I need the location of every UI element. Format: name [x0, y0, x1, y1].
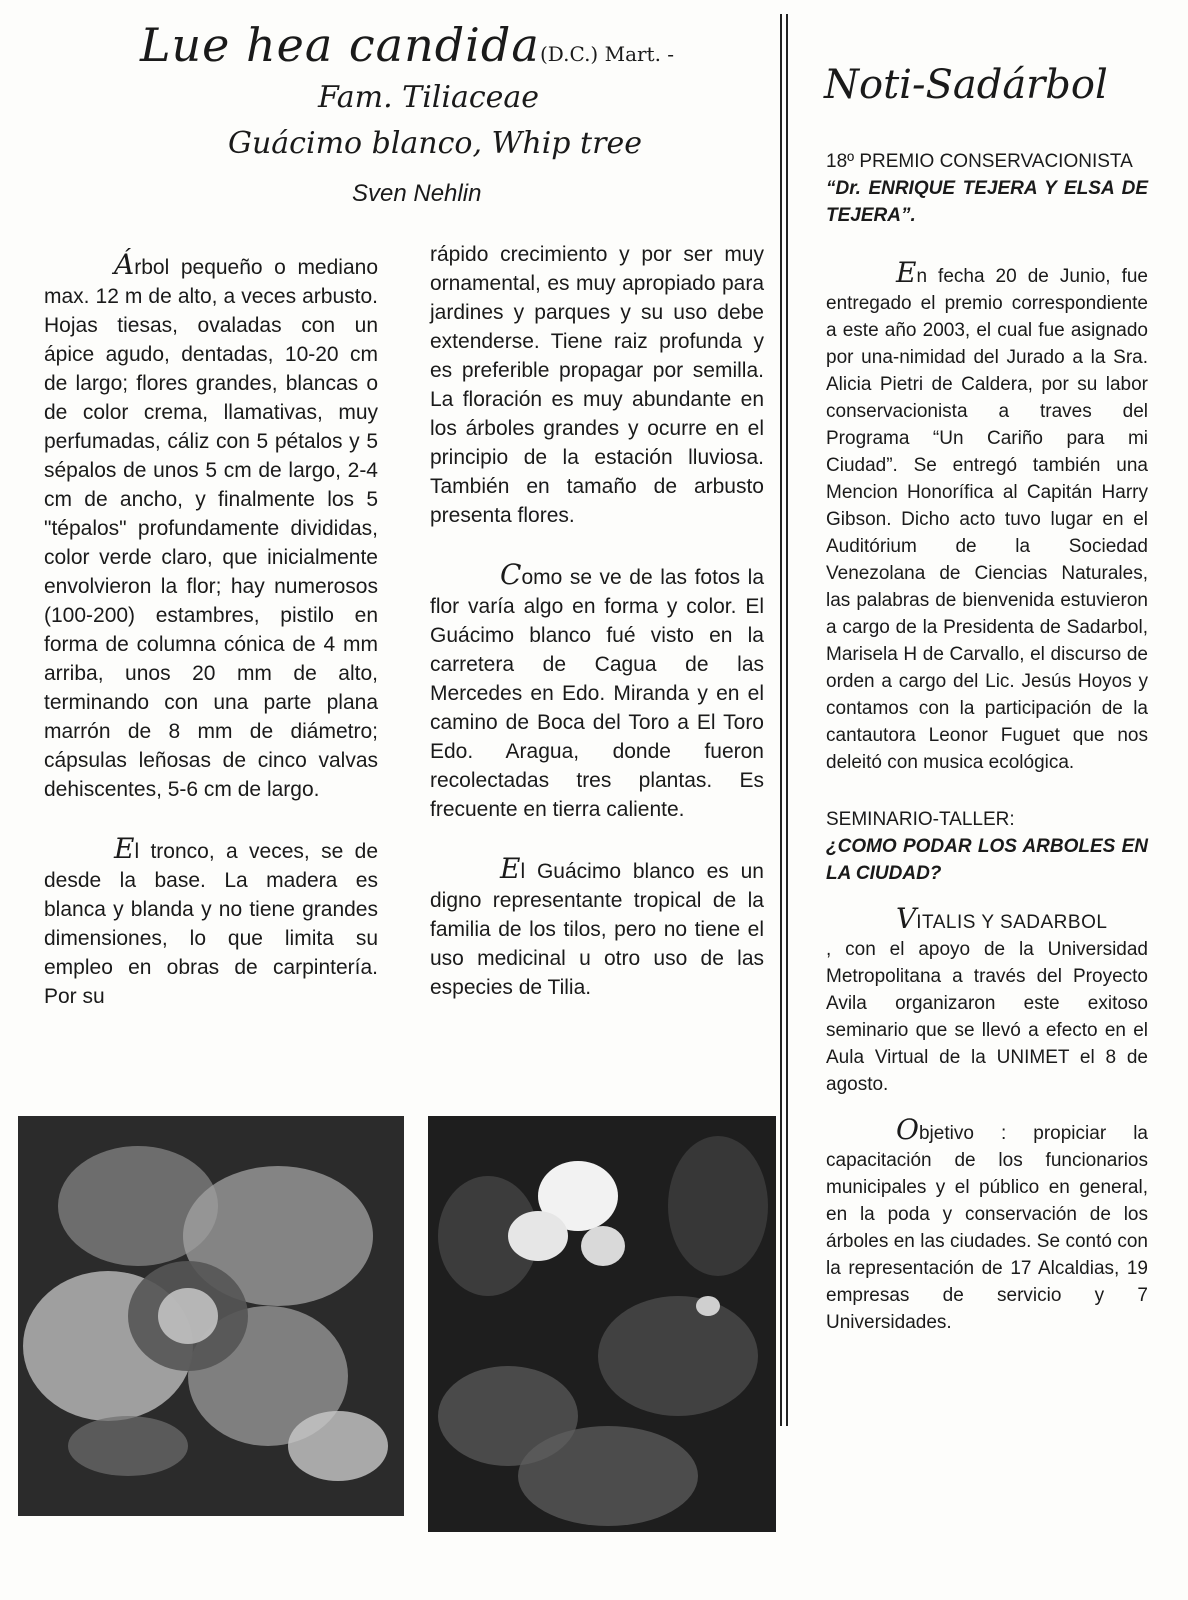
premio-subheading: “Dr. ENRIQUE TEJERA Y ELSA DE TEJERA”.	[826, 178, 1148, 226]
seminario-subheading: ¿COMO PODAR LOS ARBOLES EN LA CIUDAD?	[826, 836, 1148, 884]
article-column-2	[430, 240, 764, 1002]
column-divider	[786, 14, 788, 1426]
paragraph-growth: rápido crecimiento y por ser muy ornamental, es muy apropiado para jardines y parques y su uso debe extenderse. Tiene raiz profunda y es preferible propagar por semilla. La floración es muy abundante en los árboles grandes y ocurre en el principio de la estación lluviosa. También en tamaño de arbusto presenta flores.	[430, 243, 764, 527]
flower-closeup-image	[18, 1116, 404, 1516]
paragraph-trunk	[44, 834, 378, 1011]
drop-cap: Á	[114, 248, 135, 281]
paragraph-description	[44, 250, 378, 804]
premio-heading: 18º PREMIO CONSERVACIONISTA	[826, 151, 1133, 172]
news-section-title: Noti-Sadárbol	[824, 62, 1108, 108]
paragraph-text: l Guácimo blanco es un digno representante tropical de la familia de los tilos, pero no tiene el uso medicinal u otro uso de las especies de Tilia.	[430, 860, 764, 999]
drop-cap: C	[500, 558, 522, 591]
paragraph-family	[430, 854, 764, 1002]
column-divider	[780, 14, 782, 1426]
paragraph-seminario-heading	[826, 902, 1148, 936]
common-name: Guácimo blanco, Whip tree	[228, 126, 642, 161]
drop-cap: E	[500, 852, 521, 885]
article-title: Lue hea candida	[140, 18, 540, 72]
flowering-branch-image	[428, 1116, 776, 1532]
article-column-1	[44, 250, 378, 1011]
branch-photo	[428, 1116, 776, 1532]
news-column	[826, 148, 1148, 1336]
paragraph-objetivo	[826, 1113, 1148, 1336]
paragraph-text: omo se ve de las fotos la flor varía algo en forma y color. El Guácimo blanco fué visto en la carretera de Cagua de las Mercedes en Edo. Miranda y en el camino de Boca del Toro a El Toro Edo. Aragua, donde fueron recolectadas tres plantas. Es frecuente en tierra caliente.	[430, 566, 764, 821]
article-author: Sven Nehlin	[352, 180, 482, 207]
paragraph-text: l tronco, a veces, se de desde la base. La madera es blanca y blanda y no tiene grandes dimensiones, lo que limita su empleo en obras de carpintería. Por su	[44, 840, 378, 1008]
drop-cap: O	[896, 1113, 919, 1146]
family-name: Fam. Tiliaceae	[318, 80, 540, 115]
drop-cap: E	[896, 256, 917, 289]
drop-cap: E	[114, 832, 135, 865]
flower-photo	[18, 1116, 404, 1516]
paragraph-heading-text: ITALIS Y SADARBOL	[916, 912, 1108, 933]
paragraph-text: bjetivo : propiciar la capacitación de los funcionarios municipales y el público en general, en la poda y conservación de los árboles en las ciudades. Se contó con la representación de 17 Alcaldias, 19 empresas de servicio y 7 Universidades.	[826, 1123, 1148, 1333]
paragraph-photos	[430, 560, 764, 824]
paragraph-premio	[826, 256, 1148, 776]
paragraph-text: rbol pequeño o mediano max. 12 m de alto, a veces arbusto. Hojas tiesas, ovaladas con un ápice agudo, dentadas, 10-20 cm de largo; flores grandes, blancas o de color crema, llamativas, muy perfumadas, cáliz con 5 pétalos y 5 sépalos de unos 5 cm de largo, 2-4 cm de ancho, y finalmente los 5 "tépalos" profundamente divididas, color verde claro, que inicialmente envolvieron la flor; hay numerosos (100-200) estambres, pistilo en forma de columna cónica de 4 mm arriba, unos 20 mm de alto, terminando con una parte plana marrón de 8 mm de diámetro; cápsulas leñosas de cinco valvas dehiscentes, 5-6 cm de largo.	[44, 256, 378, 801]
taxon-authority: (D.C.) Mart. -	[540, 42, 675, 66]
paragraph-seminario: , con el apoyo de la Universidad Metropolitana a través del Proyecto Avila organizaron este exitoso seminario que se llevó a efecto en el Aula Virtual de la UNIMET el 8 de agosto.	[826, 939, 1148, 1095]
paragraph-text: n fecha 20 de Junio, fue entregado el premio correspondiente a este año 2003, el cual fue asignado por una-nimidad del Jurado a la Sra. Alicia Pietri de Caldera, por su labor conservacionista a traves del Programa “Un Cariño para mi Ciudad”. Se entregó también una Mencion Honorífica al Capitán Harry Gibson. Dicho acto tuvo lugar en el Auditórium de la Sociedad Venezolana de Ciencias Naturales, las palabras de bienvenida estuvieron a cargo de la Presidenta de Sadarbol, Marisela H de Carvallo, el discurso de orden a cargo del Lic. Jesús Hoyos y contamos con la participación de la cantautora Leonor Fuguet que nos deleitó con musica ecológica.	[826, 266, 1148, 773]
drop-cap: V	[896, 902, 917, 935]
seminario-heading: SEMINARIO-TALLER:	[826, 809, 1015, 830]
